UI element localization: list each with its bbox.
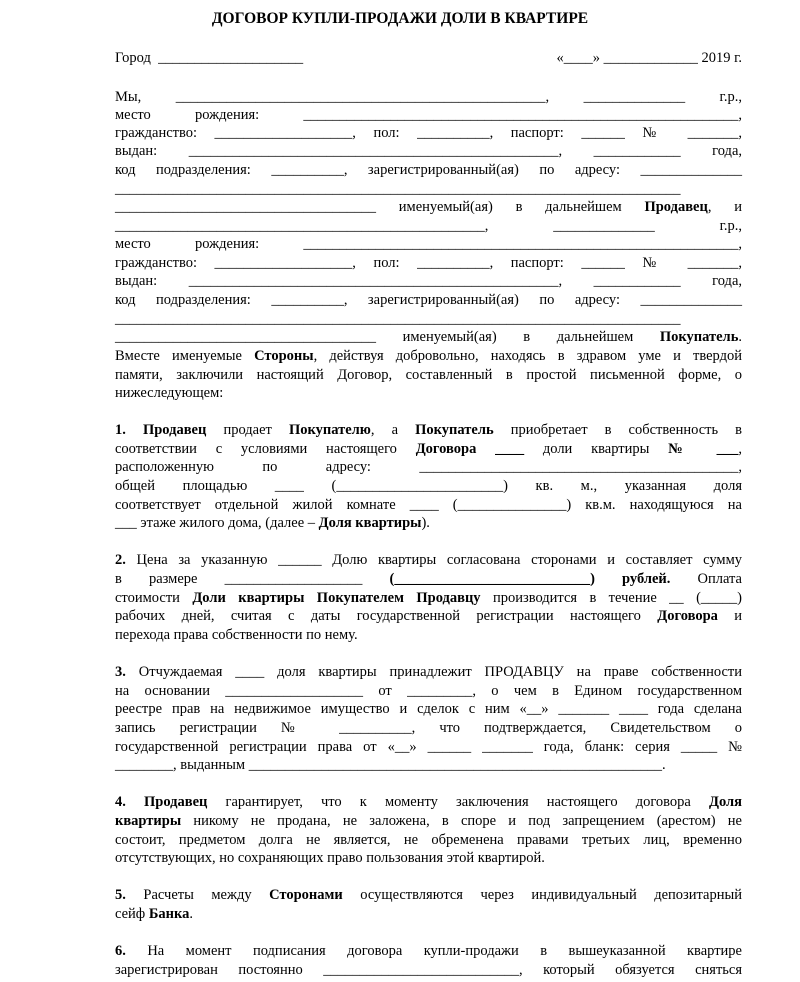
buyer-line: ____________________________________ именуемый(ая) в дальнейшем Покупатель. [115, 329, 742, 345]
section-3-line: 3. Отчуждаемая ____ доля квартиры принадлежит ПРОДАВЦУ на праве собственности [115, 664, 742, 680]
text-line: расположенную по адресу: ____________________________________________, [115, 459, 742, 475]
text-line: ___________________________________________________, ______________ г.р., [115, 218, 742, 234]
text-line: Мы, ___________________________________________________, ______________ г.р., [115, 89, 742, 105]
text-line: выдан: ___________________________________________________, ____________ года, [115, 143, 742, 159]
text-line: ______________________________________________________________________________ [115, 311, 681, 327]
text-line: Вместе именуемые Стороны, действуя добровольно, находясь в здравом уме и твердой [115, 348, 742, 364]
city-line: Город ____________________ [115, 50, 304, 66]
text-line: гражданство: ___________________, пол: __________, паспорт: ______ № _______, [115, 255, 742, 271]
text-line: запись регистрации № __________, что подтверждается, Свидетельством о [115, 720, 742, 736]
text-line: состоит, предметом долга не является, не обременена правами третьих лиц, временно [115, 832, 742, 848]
text-line: зарегистрирован постоянно ___________________________, который обязуется сняться [115, 962, 742, 978]
text-line: выдан: ___________________________________________________, ____________ года, [115, 273, 742, 289]
text-line: соответствии с условиями настоящего Договора ____ доли квартиры № ___, [115, 441, 743, 457]
text-line: памяти, заключили настоящий Договор, составленный в простой письменной форме, о [115, 367, 742, 383]
text-line: государственной регистрации права от «__» ______ _______ года, бланк: серия _____ № [115, 739, 742, 755]
text-line: ______________________________________________________________________________ [115, 181, 681, 197]
section-5-line: 5. Расчеты между Сторонами осуществляются через индивидуальный депозитарный [115, 887, 742, 903]
text-line: общей площадью ____ (_______________________) кв. м., указанная доля [115, 478, 742, 494]
section-2-line: 2. Цена за указанную ______ Долю квартиры согласована сторонами и составляет сумму [115, 552, 742, 568]
text-line: на основании ___________________ от _________, о чем в Едином государственном [115, 683, 742, 699]
text-line: сейф Банка. [115, 906, 194, 922]
section-6-line: 6. На момент подписания договора купли-продажи в вышеуказанной квартире [115, 943, 742, 959]
text-line: отсутствующих, но сохраняющих право пользования этой квартирой. [115, 850, 545, 866]
text-line: ________, выданным _________________________________________________________. [115, 757, 666, 773]
section-4-line: 4. Продавец гарантирует, что к моменту заключения настоящего договора Доля [115, 794, 742, 810]
text-line: нижеследующем: [115, 385, 224, 401]
document-title: ДОГОВОР КУПЛИ-ПРОДАЖИ ДОЛИ В КВАРТИРЕ [211, 10, 589, 27]
text-line: реестре прав на недвижимое имущество и сделок с ним «__» _______ ____ года сделана [115, 701, 742, 717]
section-1-line: 1. Продавец продает Покупателю, а Покупатель приобретает в собственность в [115, 422, 743, 438]
seller-line: ____________________________________ именуемый(ая) в дальнейшем Продавец, и [115, 199, 743, 215]
text-line: гражданство: ___________________, пол: __________, паспорт: ______ № _______, [115, 125, 742, 141]
text-line: перехода права собственности по нему. [115, 627, 358, 643]
text-line: код подразделения: __________, зарегистрированный(ая) по адресу: ______________ [115, 162, 742, 178]
text-line: рабочих дней, считая с даты государственной регистрации настоящего Договора и [115, 608, 742, 624]
text-line: место рождения: ____________________________________________________________, [115, 107, 742, 123]
text-line: код подразделения: __________, зарегистрированный(ая) по адресу: ______________ [115, 292, 742, 308]
text-line: стоимости Доли квартиры Покупателем Продавцу производится в течение __ (_____) [115, 590, 742, 606]
text-line: соответствует отдельной жилой комнате ____ (_______________) кв.м. находящуюся на [115, 497, 742, 513]
text-line: в размере ___________________ (___________________________) рублей. Оплата [115, 571, 742, 587]
text-line: место рождения: ____________________________________________________________, [115, 236, 742, 252]
text-line: ___ этаже жилого дома, (далее – Доля квартиры). [115, 515, 430, 531]
date-line: «____» _____________ 2019 г. [556, 50, 742, 66]
text-line: квартиры никому не продана, не заложена, в споре и под запрещением (арестом) не [115, 813, 742, 829]
